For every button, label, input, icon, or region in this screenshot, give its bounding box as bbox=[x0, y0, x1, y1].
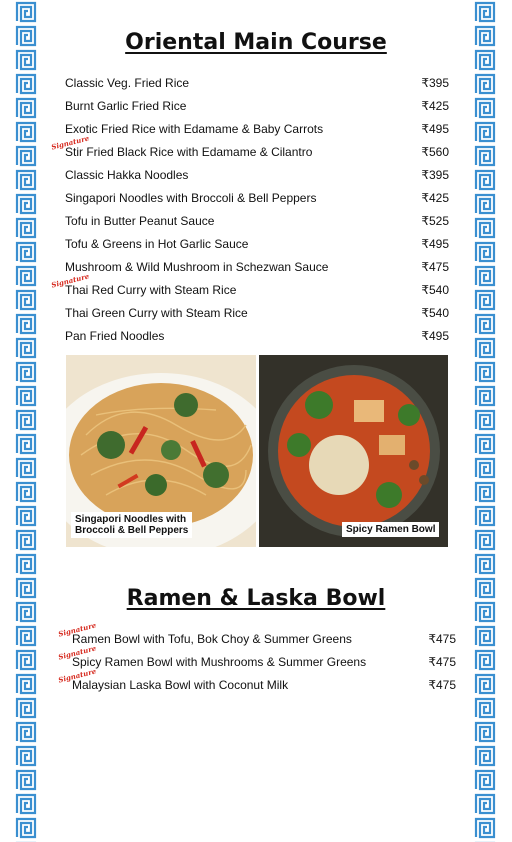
menu-item bbox=[65, 98, 449, 121]
menu-item-price: ₹560 bbox=[421, 145, 449, 159]
menu-item-price: ₹395 bbox=[421, 76, 449, 90]
caption-line-2: Broccoli & Bell Peppers bbox=[75, 525, 189, 536]
photo-caption-ramen bbox=[342, 522, 439, 537]
menu-item bbox=[65, 236, 449, 259]
menu-item bbox=[50, 133, 449, 167]
menu-item-name: Classic Veg. Fried Rice bbox=[65, 76, 190, 90]
menu-item bbox=[57, 643, 456, 677]
menu-item-name: Mushroom & Wild Mushroom in Schezwan Sauce bbox=[65, 260, 329, 274]
menu-item-price: ₹425 bbox=[421, 191, 449, 205]
greek-key-pattern bbox=[473, 0, 497, 842]
menu-item-price: ₹495 bbox=[421, 237, 449, 251]
signature-badge: Signature bbox=[57, 666, 98, 685]
menu-item-price: ₹475 bbox=[428, 655, 456, 669]
menu-item-price: ₹395 bbox=[421, 168, 449, 182]
menu-item-name: Thai Green Curry with Steam Rice bbox=[65, 306, 248, 320]
photo-singapori-noodles bbox=[66, 355, 256, 547]
menu-item-name: Thai Red Curry with Steam Rice bbox=[65, 283, 237, 297]
greek-key-pattern bbox=[14, 0, 38, 842]
signature-badge: Signature bbox=[50, 271, 91, 290]
menu-item-name: Ramen Bowl with Tofu, Bok Choy & Summer Greens bbox=[72, 632, 352, 646]
menu-item bbox=[50, 271, 449, 305]
menu-item-price: ₹525 bbox=[421, 214, 449, 228]
menu-item-name: Spicy Ramen Bowl with Mushrooms & Summer Greens bbox=[72, 655, 367, 669]
section-title-ramen-laska: Ramen & Laska Bowl bbox=[126, 586, 386, 611]
signature-badge: Signature bbox=[57, 643, 98, 662]
menu-item-name: Malaysian Laska Bowl with Coconut Milk bbox=[72, 678, 289, 692]
signature-badge: Signature bbox=[50, 133, 91, 152]
right-greek-key-border bbox=[473, 0, 497, 842]
menu-item-name: Tofu in Butter Peanut Sauce bbox=[65, 214, 215, 228]
menu-item bbox=[65, 259, 449, 282]
menu-item bbox=[65, 190, 449, 213]
menu-item-price: ₹495 bbox=[421, 122, 449, 136]
photo-caption-noodles bbox=[71, 512, 192, 538]
menu-item-price: ₹540 bbox=[421, 283, 449, 297]
menu-item bbox=[65, 75, 449, 98]
menu-item-name: Stir Fried Black Rice with Edamame & Cilantro bbox=[65, 145, 313, 159]
menu-item-price: ₹495 bbox=[421, 329, 449, 343]
menu-item bbox=[65, 305, 449, 328]
menu-item bbox=[65, 213, 449, 236]
menu-item-name: Classic Hakka Noodles bbox=[65, 168, 189, 182]
caption-line-1: Singapori Noodles with bbox=[75, 514, 187, 525]
menu-item-name: Tofu & Greens in Hot Garlic Sauce bbox=[65, 237, 249, 251]
menu-item bbox=[65, 167, 449, 190]
menu-item-price: ₹540 bbox=[421, 306, 449, 320]
menu-item-price: ₹475 bbox=[421, 260, 449, 274]
menu-item-name: Pan Fried Noodles bbox=[65, 329, 165, 343]
ramen-bowl-image bbox=[259, 355, 448, 547]
signature-badge: Signature bbox=[57, 620, 98, 639]
menu-item-name: Exotic Fried Rice with Edamame & Baby Carrots bbox=[65, 122, 324, 136]
menu-item bbox=[65, 328, 449, 351]
menu-item-price: ₹475 bbox=[428, 678, 456, 692]
menu-item-price: ₹475 bbox=[428, 632, 456, 646]
menu-item bbox=[57, 620, 456, 654]
menu-item-name: Burnt Garlic Fried Rice bbox=[65, 99, 187, 113]
food-photos bbox=[66, 355, 448, 547]
left-greek-key-border bbox=[14, 0, 38, 842]
main-course-menu-list bbox=[50, 75, 449, 351]
menu-item bbox=[65, 121, 449, 144]
section-title-main-course: Oriental Main Course bbox=[125, 30, 387, 55]
menu-item-name: Singapori Noodles with Broccoli & Bell Peppers bbox=[65, 191, 317, 205]
photo-spicy-ramen-bowl bbox=[259, 355, 448, 547]
ramen-laska-menu-list bbox=[57, 620, 456, 700]
menu-item bbox=[57, 666, 456, 700]
caption-line-1: Spicy Ramen Bowl bbox=[346, 524, 436, 535]
menu-item-price: ₹425 bbox=[421, 99, 449, 113]
